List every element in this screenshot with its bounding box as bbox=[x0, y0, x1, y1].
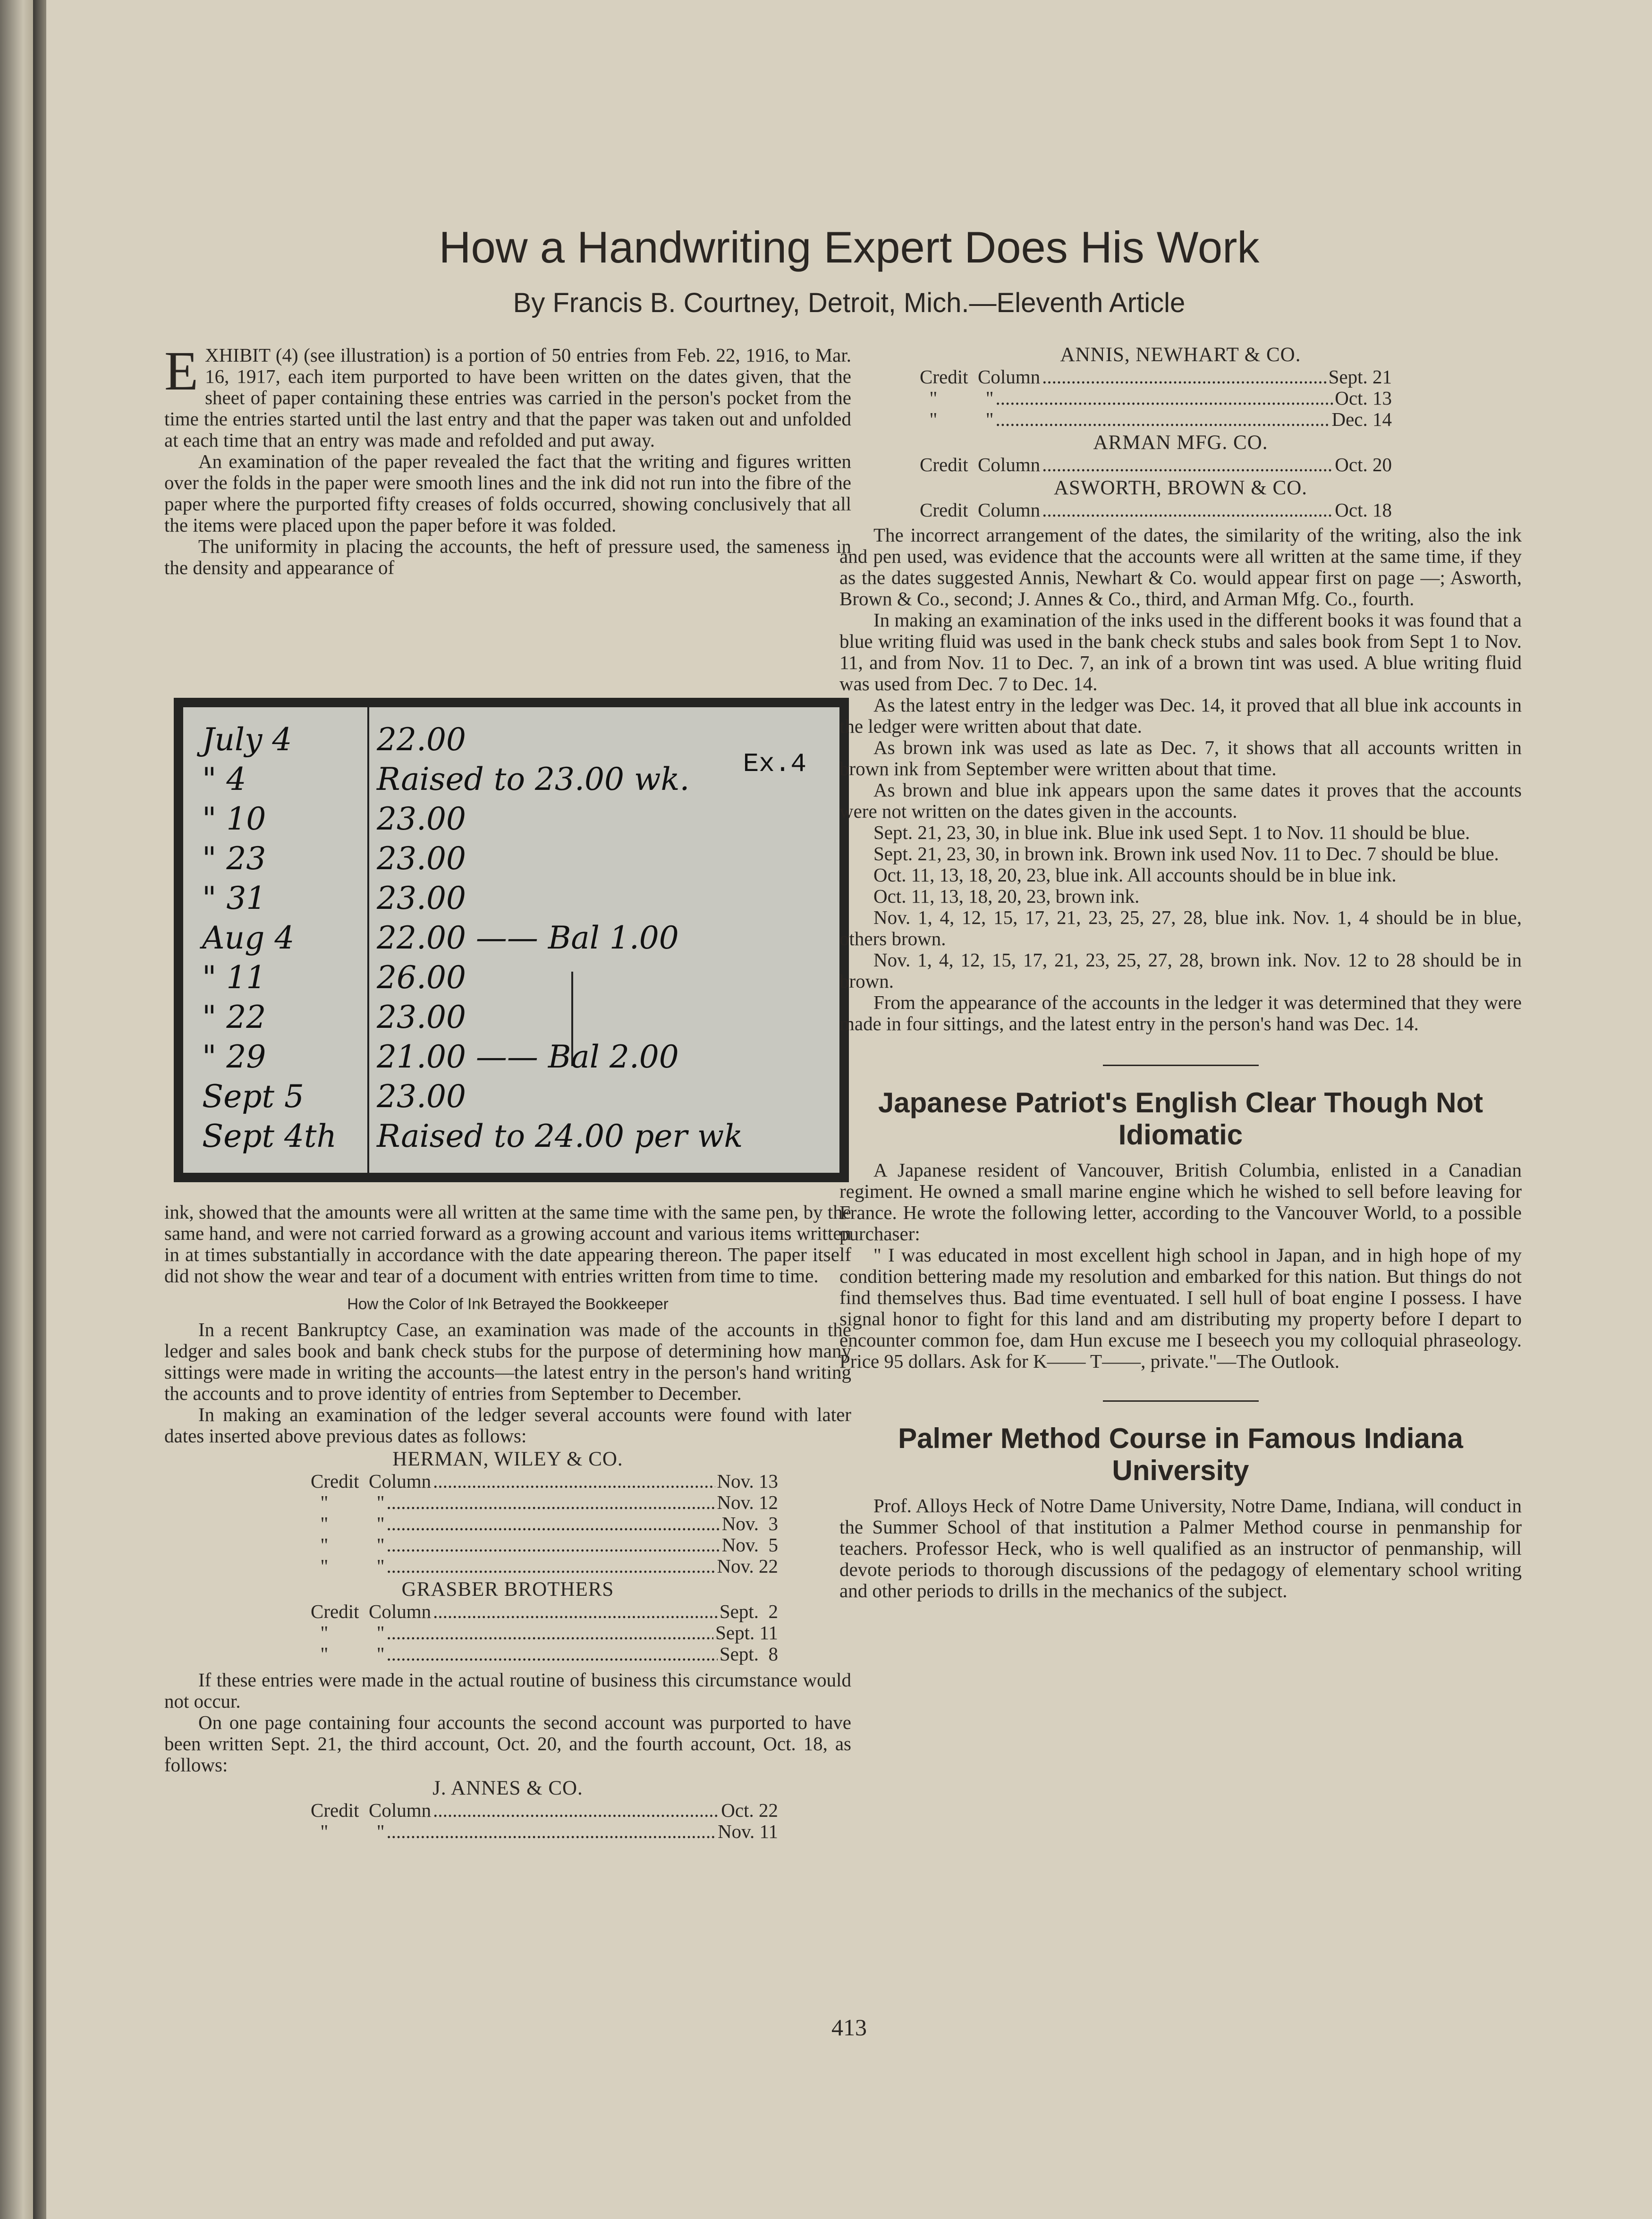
exhibit-date-entry: Sept 4th bbox=[202, 1118, 337, 1154]
exhibit-label: Ex.4 bbox=[743, 749, 806, 779]
section-divider bbox=[1103, 1065, 1259, 1066]
dot-leader bbox=[1042, 500, 1333, 521]
left-column-lower bbox=[164, 1202, 851, 1842]
dot-leader bbox=[1042, 366, 1326, 388]
section-divider bbox=[1103, 1400, 1259, 1402]
ledger-row bbox=[920, 409, 1392, 430]
ledger-list bbox=[311, 1471, 778, 1577]
ledger-label: " " bbox=[311, 1513, 385, 1534]
paragraph: In a recent Bankruptcy Case, an examination was made of the accounts in the ledger and sales book and bank check stubs for the purpose of determining how many sittings were made in writing the accounts—the latest entry in the person's hand writing the accounts and to prove identity of entries from September to December. bbox=[164, 1319, 851, 1404]
ledger-label: " " bbox=[311, 1491, 385, 1513]
firm-name: J. ANNES & CO. bbox=[432, 1777, 583, 1799]
paragraph: Nov. 1, 4, 12, 15, 17, 21, 23, 25, 27, 28, blue ink. Nov. 1, 4 should be in blue, others brown. bbox=[839, 906, 1522, 949]
firm-name: ANNIS, NEWHART & CO. bbox=[1060, 344, 1301, 366]
exhibit-amount-entry: 23.00 bbox=[377, 999, 466, 1035]
paragraph: In making an examination of the ledger several accounts were found with later dates inserted above previous dates as follows: bbox=[164, 1404, 851, 1447]
exhibit-amount-entry: 23.00 bbox=[377, 801, 466, 837]
exhibit-4-photo bbox=[174, 698, 849, 1182]
paragraph: From the appearance of the accounts in the ledger it was determined that they were made in four sittings, and the latest entry in the person's hand was Dec. 14. bbox=[839, 991, 1522, 1034]
ledger-date: Oct. 18 bbox=[1335, 499, 1392, 521]
paragraph: A Japanese resident of Vancouver, British Columbia, enlisted in a Canadian regiment. He owned a small marine engine which he wished to sell before leaving for France. He wrote the following letter, according to the Vancouver World, to a possible purchaser: bbox=[839, 1159, 1522, 1245]
dot-leader bbox=[995, 388, 1333, 409]
firm-name: ARMAN MFG. CO. bbox=[1093, 432, 1268, 454]
ledger-row bbox=[311, 1534, 778, 1556]
paragraph: In making an examination of the inks used in the different books it was found that a blue writing fluid was used in the bank check stubs and sales book from Sept 1 to Nov. 11, and from Nov. 11 to Dec. 7, an ink of a brown tint was used. A blue writing fluid was used from Dec. 7 to Dec. 14. bbox=[839, 609, 1522, 694]
paragraph: The uniformity in placing the accounts, the heft of pressure used, the sameness in the density and appearance of bbox=[164, 535, 851, 578]
ledger-date: Sept. 21 bbox=[1328, 366, 1392, 388]
ledger-date: Sept. 8 bbox=[719, 1643, 778, 1665]
right-column bbox=[839, 342, 1522, 1601]
ledger-list bbox=[311, 1800, 778, 1842]
magazine-page bbox=[46, 0, 1652, 2219]
ledger-label: " " bbox=[311, 1534, 385, 1556]
ledger-label: Credit Column bbox=[920, 454, 1041, 475]
book-gutter bbox=[33, 0, 46, 2219]
dot-leader bbox=[386, 1492, 715, 1513]
ledger-row bbox=[311, 1556, 778, 1577]
section-title: Palmer Method Course in Famous Indiana University bbox=[898, 1423, 1463, 1486]
dot-leader bbox=[386, 1643, 717, 1665]
ledger-date: Oct. 20 bbox=[1335, 454, 1392, 475]
paragraph: The incorrect arrangement of the dates, the similarity of the writing, also the ink and pen used, was evidence that the accounts were all written at the same time, if they as the dates suggested Annis, Newhart & Co. would appear first on page —; Asworth, Brown & Co., second; J. Annes & Co., third, and Arman Mfg. Co., fourth. bbox=[839, 524, 1522, 610]
quoted-letter: " I was educated in most excellent high school in Japan, and in high hope of my condition bettering made my resolution and embarked for this nation. But things do not find themselves thus. Bad time eventuated. I sell hull of boat engine I possess. I have signal honor to fight for this land and am distributing my property before I depart to encounter common foe, dam Hun excuse me I beseech you my colloquial phraseology. Price 95 dollars. Ask for K—— T——, private."—The Outlook. bbox=[839, 1244, 1522, 1372]
dot-leader bbox=[1042, 454, 1333, 475]
exhibit-amount-entry: 23.00 bbox=[377, 840, 466, 877]
exhibit-date-entry: " 31 bbox=[202, 880, 266, 916]
exhibit-date-entry: " 4 bbox=[202, 761, 246, 797]
ledger-row bbox=[311, 1513, 778, 1534]
ledger-list bbox=[311, 1601, 778, 1665]
paragraph: Oct. 11, 13, 18, 20, 23, brown ink. bbox=[873, 885, 1140, 907]
ledger-row bbox=[311, 1492, 778, 1513]
ledger-row bbox=[311, 1601, 778, 1622]
paragraph: As brown ink was used as late as Dec. 7, it shows that all accounts written in brown ink from September were written about that time. bbox=[839, 737, 1522, 779]
ledger-row bbox=[311, 1643, 778, 1665]
article-byline: By Francis B. Courtney, Detroit, Mich.—Eleventh Article bbox=[513, 288, 1186, 318]
dot-leader bbox=[386, 1513, 720, 1534]
exhibit-date-entry: " 29 bbox=[202, 1039, 266, 1075]
dot-leader bbox=[386, 1556, 715, 1577]
ledger-label: " " bbox=[311, 1622, 385, 1643]
facing-page-edge bbox=[0, 0, 33, 2219]
ledger-date: Oct. 22 bbox=[721, 1799, 778, 1821]
ledger-list bbox=[920, 454, 1392, 475]
ledger-list bbox=[920, 500, 1392, 521]
ledger-label: Credit Column bbox=[920, 366, 1041, 388]
ledger-label: " " bbox=[311, 1643, 385, 1665]
ledger-date: Oct. 13 bbox=[1335, 387, 1392, 409]
paragraph: As brown and blue ink appears upon the same dates it proves that the accounts were not written on the dates given in the accounts. bbox=[839, 779, 1522, 822]
firm-name: ASWORTH, BROWN & CO. bbox=[1053, 477, 1307, 499]
ledger-row bbox=[311, 1821, 778, 1842]
paragraph-text: XHIBIT (4) (see illustration) is a portion of 50 entries from Feb. 22, 1916, to Mar. 16, 1917, each item purported to have been written on the dates given, that the sheet of paper containing these entries was carried in the person's pocket from the time the entries started until the last entry and that the paper was taken out and unfolded at each time that an entry was made and refolded and put away. bbox=[164, 344, 851, 451]
dot-leader bbox=[433, 1471, 715, 1492]
dot-leader bbox=[433, 1800, 719, 1821]
ledger-date: Nov. 22 bbox=[717, 1555, 778, 1577]
ledger-list bbox=[920, 366, 1392, 430]
ledger-rule bbox=[367, 707, 369, 1173]
paragraph: On one page containing four accounts the second account was purported to have been written Sept. 21, the third account, Oct. 20, and the fourth account, Oct. 18, as follows: bbox=[164, 1711, 851, 1776]
ledger-row bbox=[920, 388, 1392, 409]
ledger-date: Nov. 5 bbox=[721, 1534, 778, 1556]
left-column bbox=[164, 340, 851, 578]
ledger-date: Nov. 13 bbox=[717, 1470, 778, 1492]
section-title: Japanese Patriot's English Clear Though Not Idiomatic bbox=[878, 1087, 1483, 1151]
ledger-row bbox=[311, 1800, 778, 1821]
ledger-label: " " bbox=[311, 1555, 385, 1577]
exhibit-date-entry: July 4 bbox=[202, 721, 292, 758]
exhibit-amount-entry: 23.00 bbox=[377, 880, 466, 916]
section-subhead: How the Color of Ink Betrayed the Bookkeeper bbox=[347, 1295, 669, 1313]
exhibit-date-entry: Sept 5 bbox=[202, 1078, 305, 1115]
ledger-date: Dec. 14 bbox=[1331, 408, 1392, 430]
exhibit-amount-entry: 21.00 —— Bal 2.00 bbox=[377, 1039, 679, 1075]
paragraph: Oct. 11, 13, 18, 20, 23, blue ink. All accounts should be in blue ink. bbox=[873, 864, 1397, 886]
exhibit-amount-entry: 23.00 bbox=[377, 1078, 466, 1115]
ledger-date: Nov. 12 bbox=[717, 1491, 778, 1513]
firm-name: GRASBER BROTHERS bbox=[401, 1578, 614, 1601]
paragraph: Prof. Alloys Heck of Notre Dame University, Notre Dame, Indiana, will conduct in the Summer School of that institution a Palmer Method course in penmanship for teachers. Professor Heck, who is well qualified as an instructor of penmanship, will devote periods to thorough discussions of the pedagogy of elementary school writing and other periods to drills in the mechanics of the subject. bbox=[839, 1495, 1522, 1601]
ledger-label: " " bbox=[920, 387, 994, 409]
exhibit-date-entry: Aug 4 bbox=[202, 920, 295, 956]
paragraph bbox=[164, 340, 851, 451]
exhibit-amount-entry: 26.00 bbox=[377, 959, 466, 996]
paragraph: If these entries were made in the actual routine of business this circumstance would not occur. bbox=[164, 1669, 851, 1712]
article-title: How a Handwriting Expert Does His Work bbox=[439, 222, 1260, 272]
ledger-date: Sept. 2 bbox=[719, 1601, 778, 1622]
ledger-row bbox=[920, 366, 1392, 388]
firm-name: HERMAN, WILEY & CO. bbox=[392, 1448, 623, 1470]
exhibit-amount-entry: 22.00 bbox=[377, 721, 466, 758]
ledger-label: " " bbox=[920, 408, 994, 430]
exhibit-date-entry: " 11 bbox=[202, 959, 266, 996]
exhibit-amount-entry: 22.00 —— Bal 1.00 bbox=[377, 920, 679, 956]
exhibit-date-entry: " 22 bbox=[202, 999, 266, 1035]
paragraph: Nov. 1, 4, 12, 15, 17, 21, 23, 25, 27, 28, brown ink. Nov. 12 to 28 should be in brown. bbox=[839, 949, 1522, 992]
exhibit-paper bbox=[183, 707, 839, 1173]
page-number: 413 bbox=[831, 2014, 867, 2041]
paragraph: An examination of the paper revealed the fact that the writing and figures written over the folds in the paper were smooth lines and the ink did not run into the fibre of the paper where the purported fifty creases of folds occurred, showing conclusively that all the items were placed upon the paper before it was folded. bbox=[164, 450, 851, 536]
ledger-label: Credit Column bbox=[311, 1799, 432, 1821]
paragraph: ink, showed that the amounts were all written at the same time with the same pen, by the same hand, and were not carried forward as a growing account and various items written in at times substantially in accordance with the date appearing thereon. The paper itself did not show the wear and tear of a document with entries written from time to time. bbox=[164, 1201, 851, 1287]
paragraph: Sept. 21, 23, 30, in brown ink. Brown ink used Nov. 11 to Dec. 7 should be blue. bbox=[873, 843, 1499, 864]
ledger-date: Nov. 11 bbox=[718, 1821, 778, 1842]
ledger-date: Nov. 3 bbox=[721, 1513, 778, 1534]
ledger-row bbox=[311, 1622, 778, 1643]
ledger-label: Credit Column bbox=[311, 1470, 432, 1492]
dot-leader bbox=[433, 1601, 718, 1622]
dot-leader bbox=[386, 1622, 713, 1643]
paragraph: As the latest entry in the ledger was Dec. 14, it proved that all blue ink accounts in the ledger were written about that date. bbox=[839, 694, 1522, 737]
drop-cap: E bbox=[164, 340, 199, 402]
ledger-date: Sept. 11 bbox=[715, 1622, 778, 1643]
exhibit-date-entry: " 10 bbox=[202, 801, 266, 837]
ledger-row bbox=[311, 1471, 778, 1492]
ledger-row bbox=[920, 454, 1392, 475]
ledger-row bbox=[920, 500, 1392, 521]
ledger-label: Credit Column bbox=[311, 1601, 432, 1622]
dot-leader bbox=[995, 409, 1330, 430]
exhibit-date-entry: " 23 bbox=[202, 840, 266, 877]
paragraph: Sept. 21, 23, 30, in blue ink. Blue ink used Sept. 1 to Nov. 11 should be blue. bbox=[873, 822, 1470, 843]
ledger-label: " " bbox=[311, 1821, 385, 1842]
exhibit-amount-entry: Raised to 23.00 wk. bbox=[377, 761, 690, 797]
dot-leader bbox=[386, 1534, 720, 1556]
dot-leader bbox=[386, 1821, 716, 1842]
ledger-label: Credit Column bbox=[920, 499, 1041, 521]
exhibit-amount-entry: Raised to 24.00 per wk bbox=[377, 1118, 743, 1154]
